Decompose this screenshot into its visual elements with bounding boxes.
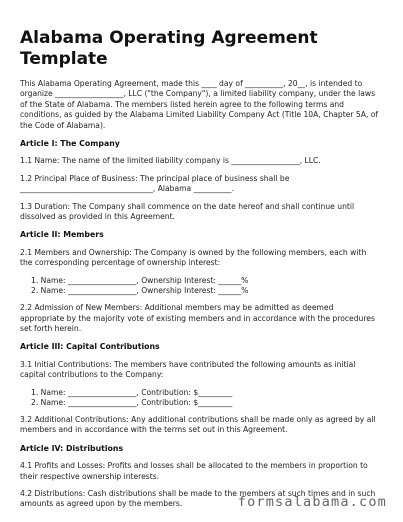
watermark-text: formsalabama.com: [237, 494, 387, 510]
section-2-1: 2.1 Members and Ownership: The Company is owned by the following members, each with the corresponding percentage of ownership interest:: [20, 247, 367, 268]
section-4-1: 4.1 Profits and Losses: Profits and losses shall be allocated to the members in proportion to their respective ownership interests.: [20, 461, 368, 481]
member-item-1: 1. Name: __________________, Ownership Interest: ______%: [31, 275, 249, 285]
section-4-2: 4.2 Distributions: Cash distributions shall be made to the members at such times and in such amounts as agreed upon by the members.: [20, 488, 376, 509]
article-1-heading: Article I: The Company: [20, 139, 120, 149]
document-title-line-1: Alabama Operating Agreement: [20, 28, 318, 48]
article-4-heading: Article IV: Distributions: [20, 443, 124, 453]
section-1-3: 1.3 Duration: The Company shall commence on the date hereof and shall continue until dissolved as provided in this Agreement.: [20, 201, 355, 222]
section-1-2: 1.2 Principal Place of Business: The principal place of business shall be ___________________________________, Alabama __________.: [20, 173, 290, 194]
contribution-item-1: 1. Name: __________________, Contribution: $_________: [31, 387, 233, 397]
article-2-heading: Article II: Members: [20, 230, 104, 240]
document-title-line-2: Template: [20, 49, 108, 69]
section-3-2: 3.2 Additional Contributions: Any additional contributions shall be made only as agreed by all members and in accordance with the terms set out in this Agreement.: [20, 414, 376, 435]
article-3-heading: Article III: Capital Contributions: [20, 342, 160, 352]
contribution-item-2: 2. Name: __________________, Contribution: $_________: [31, 397, 233, 407]
section-2-2: 2.2 Admission of New Members: Additional members may be admitted as deemed appropriate by the majority vote of existing members and in accordance with the procedures set forth herein.: [20, 303, 375, 333]
section-3-1: 3.1 Initial Contributions: The members have contributed the following amounts as initial capital contributions to the Company:: [20, 359, 356, 380]
member-item-2: 2. Name: __________________, Ownership Interest: ______%: [31, 285, 249, 295]
section-1-1: 1.1 Name: The name of the limited liability company is __________________, LLC.: [20, 156, 321, 166]
intro-paragraph: This Alabama Operating Agreement, made this ____ day of __________, 20__, is intended to organize __________________, LLC ("the Company"), a limited liability company, under the laws of the State of Alabama. The members listed herein agree to the following terms and conditions, as guided by the Alabama Limited Liability Company Act (Title 10A, Chapter 5A, of the Code of Alabama).: [20, 79, 379, 130]
